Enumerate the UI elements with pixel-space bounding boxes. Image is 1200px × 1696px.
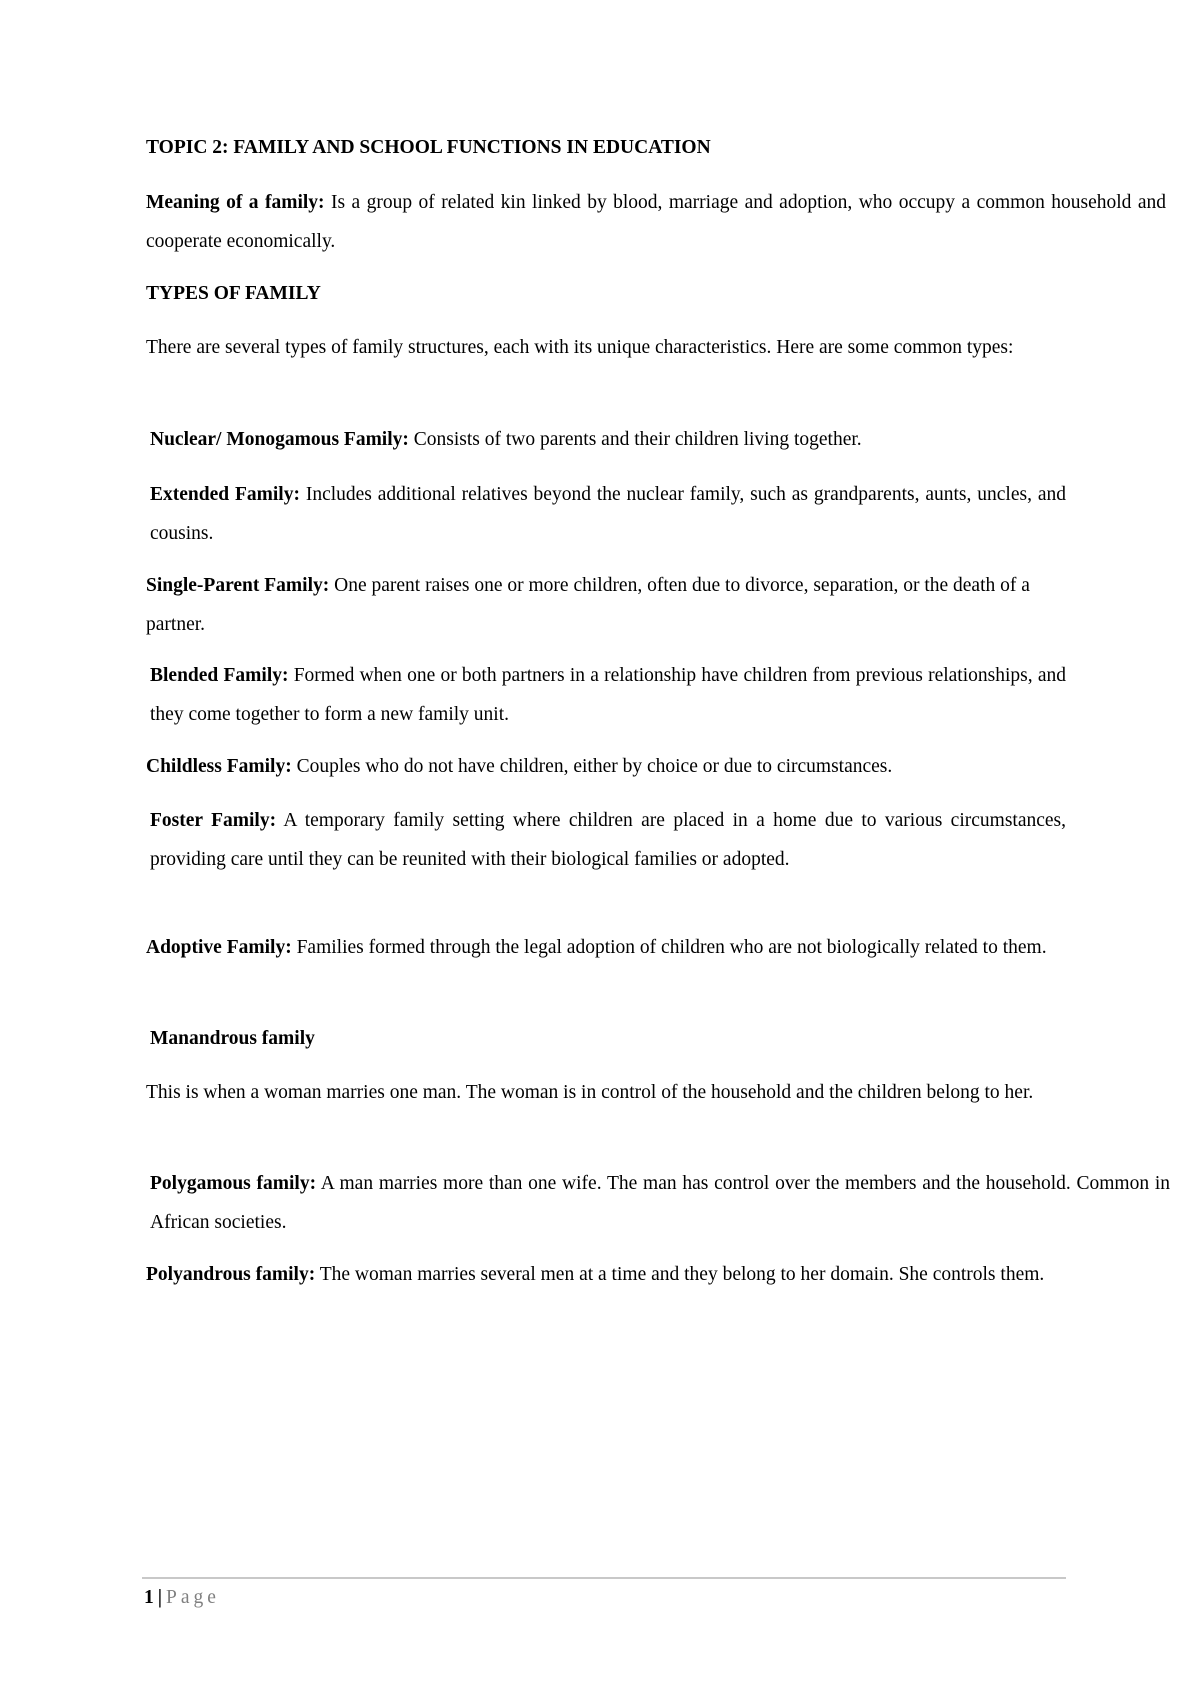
type-text: A temporary family setting where children are placed in a home due to various circumstances, providing care until they can be reunited with their biological families or adopted.	[150, 810, 1066, 870]
meaning-text: Is a group of related kin linked by blood, marriage and adoption, who occupy a common household and cooperate economically.	[146, 192, 1167, 252]
type-text: Consists of two parents and their children living together.	[408, 429, 862, 450]
type-blended	[146, 656, 1066, 734]
type-single-parent	[146, 566, 1062, 644]
polyandrous-label: Polyandrous family:	[146, 1264, 316, 1285]
type-label: Blended Family:	[150, 665, 289, 686]
type-text: Formed when one or both partners in a relationship have children from previous relationships, and they come together to form a new family unit.	[150, 665, 1066, 725]
meaning-label: Meaning of a family:	[146, 192, 325, 213]
type-label: Foster Family:	[150, 810, 277, 831]
type-childless	[146, 747, 1062, 786]
type-adoptive	[146, 928, 1062, 967]
type-label: Nuclear/ Monogamous Family:	[150, 429, 409, 450]
manandrous-heading: Manandrous family	[150, 1028, 315, 1049]
meaning-paragraph	[146, 183, 1166, 261]
polygamous-paragraph	[146, 1164, 1170, 1242]
types-intro: There are several types of family structures, each with its unique characteristics. Here are some common types:	[146, 337, 1014, 358]
footer-divider	[142, 1577, 1066, 1579]
type-extended	[146, 475, 1066, 553]
type-text: Includes additional relatives beyond the nuclear family, such as grandparents, aunts, uncles, and cousins.	[150, 484, 1066, 544]
page-number: 1	[144, 1587, 154, 1608]
type-label: Childless Family:	[146, 756, 292, 777]
type-label: Adoptive Family:	[146, 937, 292, 958]
manandrous-text: This is when a woman marries one man. The woman is in control of the household and the children belong to her.	[146, 1082, 1034, 1103]
type-label: Extended Family:	[150, 484, 300, 505]
type-text: Couples who do not have children, either by choice or due to circumstances.	[291, 756, 893, 777]
polyandrous-paragraph	[146, 1255, 1166, 1294]
page-label: Page	[166, 1587, 220, 1608]
polyandrous-text: The woman marries several men at a time and they belong to her domain. She controls them.	[315, 1264, 1045, 1285]
document-title: TOPIC 2: FAMILY AND SCHOOL FUNCTIONS IN EDUCATION	[146, 137, 711, 158]
type-label: Single-Parent Family:	[146, 575, 330, 596]
polygamous-label: Polygamous family:	[150, 1173, 317, 1194]
type-text: One parent raises one or more children, often due to divorce, separation, or the death of a partner.	[146, 575, 1030, 635]
page-footer	[144, 1585, 220, 1611]
polygamous-text: A man marries more than one wife. The man has control over the members and the household. Common in African societies.	[150, 1173, 1171, 1233]
types-heading: TYPES OF FAMILY	[146, 283, 321, 304]
footer-separator: |	[157, 1587, 163, 1608]
type-nuclear	[146, 420, 1066, 459]
type-text: Families formed through the legal adoption of children who are not biologically related to them.	[291, 937, 1047, 958]
type-foster	[146, 801, 1066, 879]
